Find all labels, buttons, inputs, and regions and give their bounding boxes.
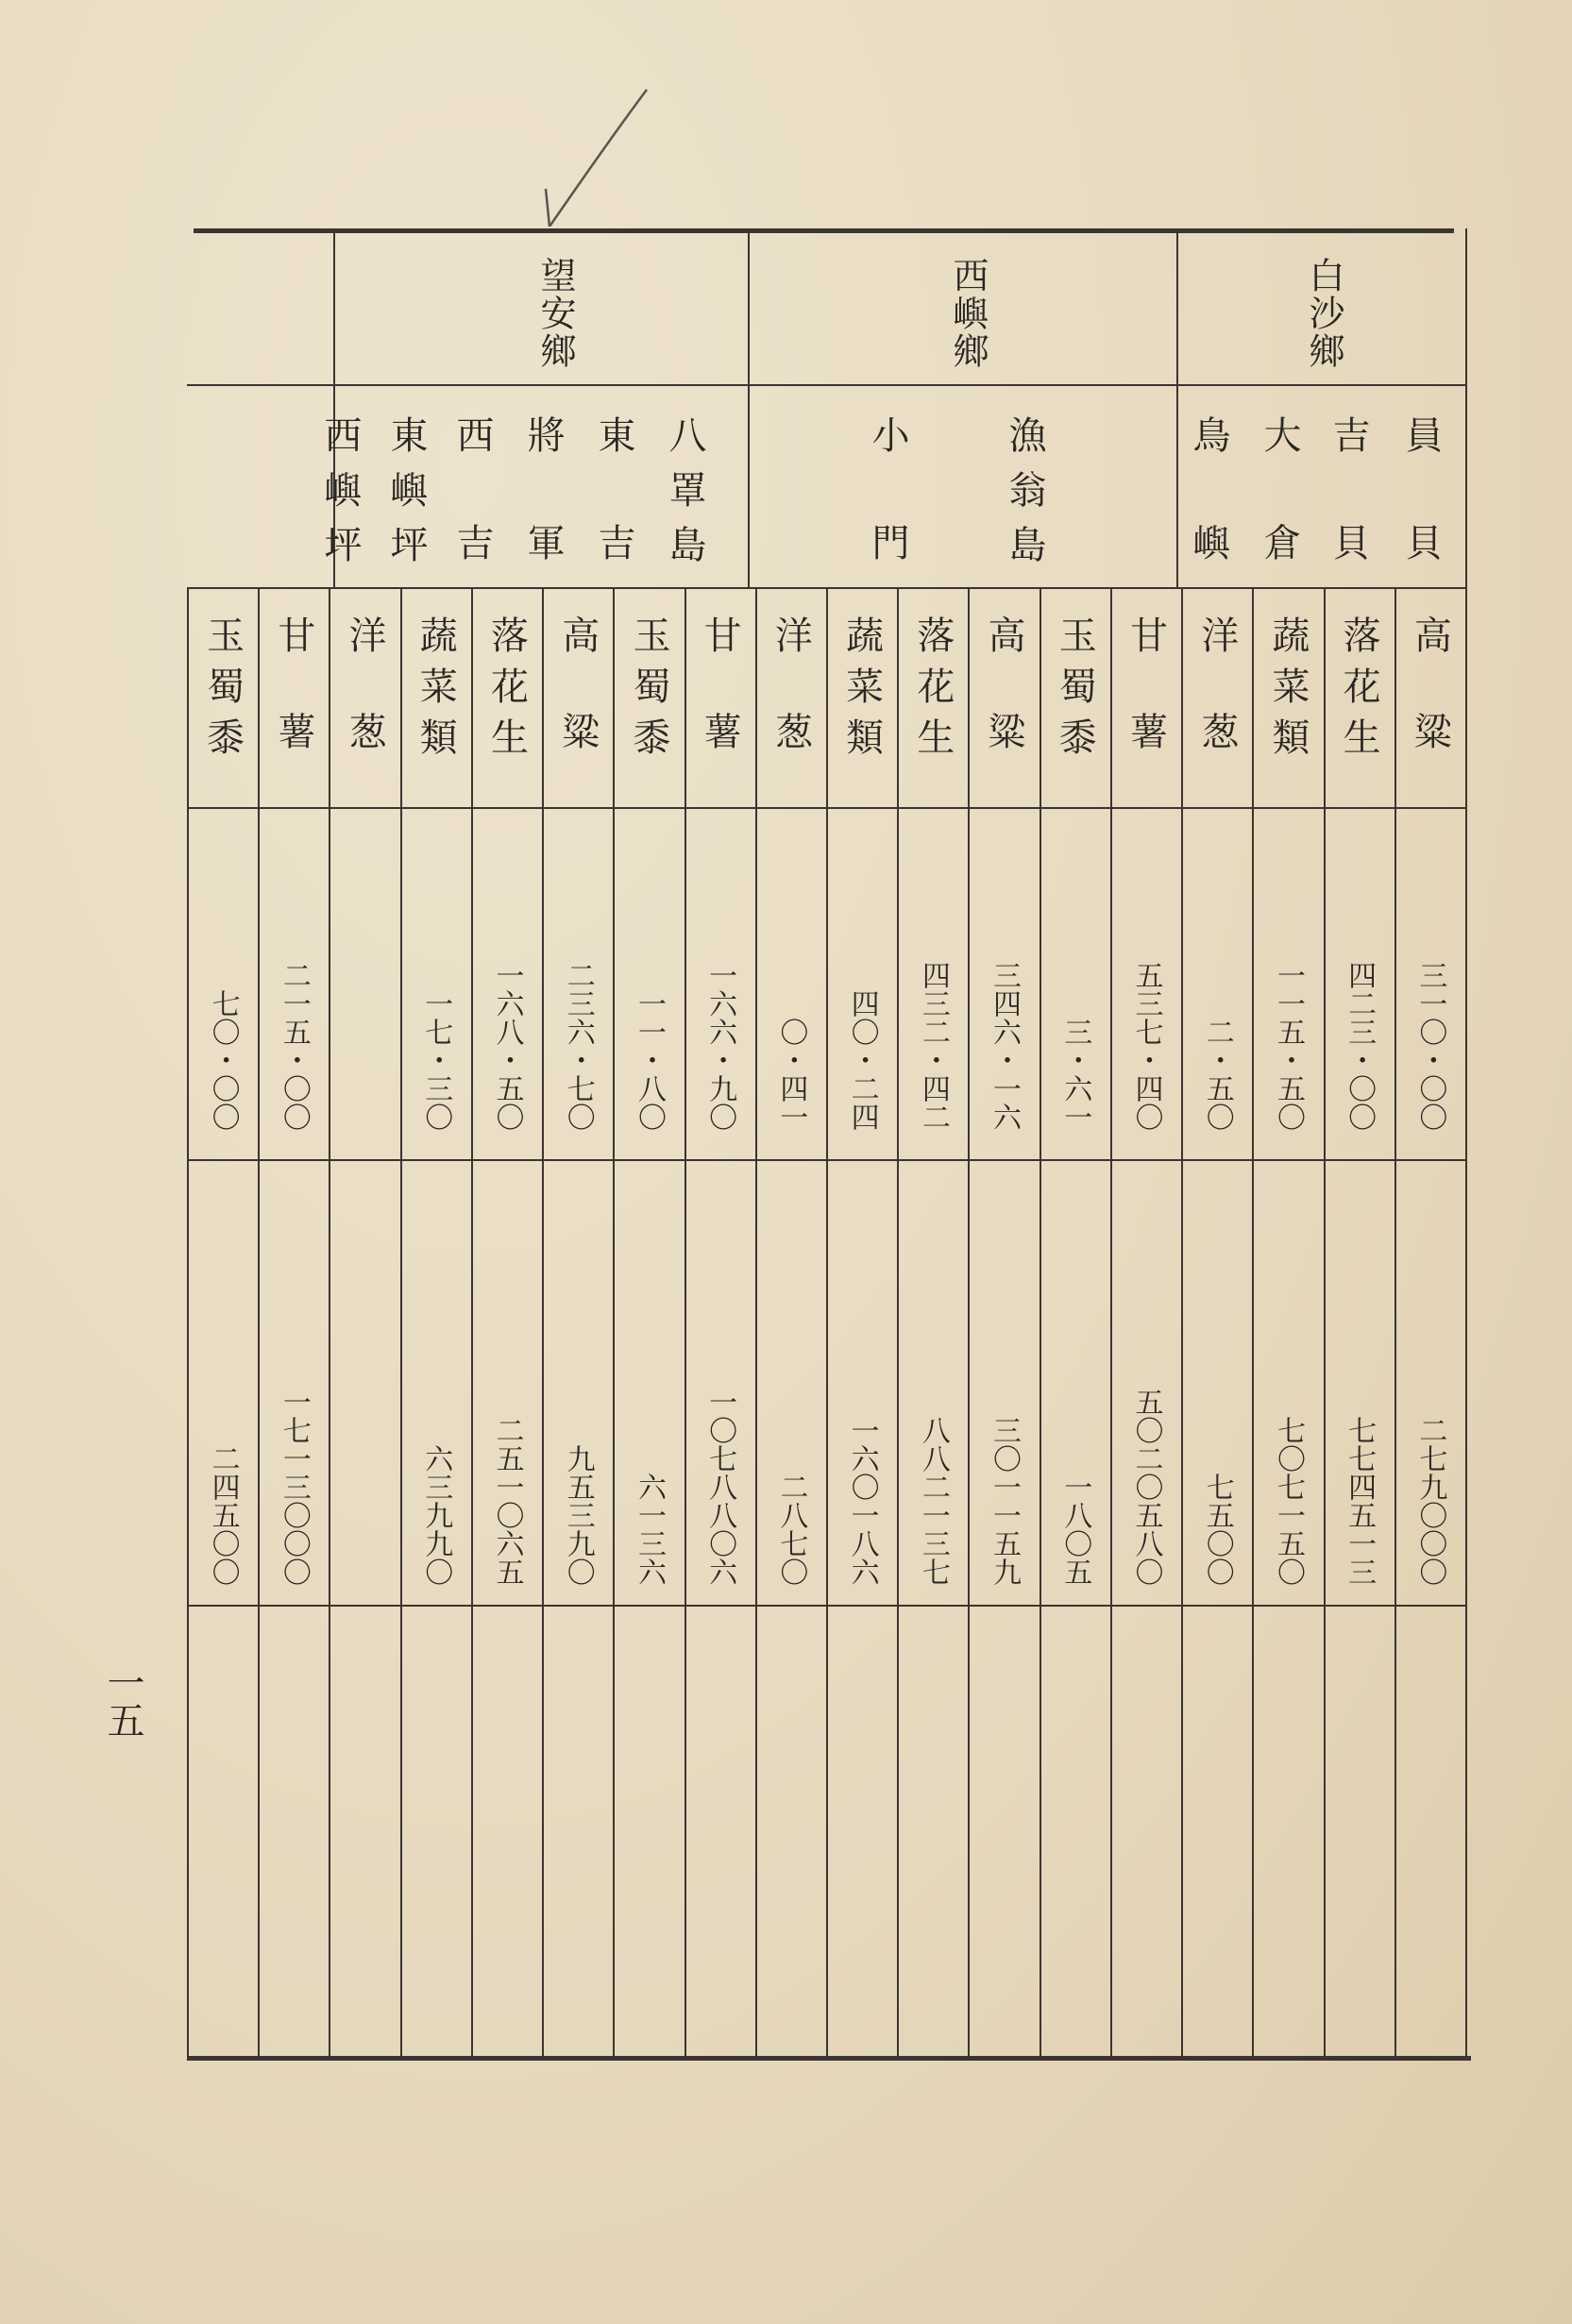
table-rule	[400, 587, 402, 2056]
page-number: 一五	[101, 1663, 144, 1739]
harvest-output: 一七一三〇〇〇	[277, 1388, 311, 1586]
crop-name: 洋葱	[1194, 615, 1239, 808]
table-rule	[897, 587, 899, 2056]
table-rule	[1176, 228, 1178, 587]
harvest-output: 八八二一三七	[916, 1416, 950, 1586]
harvest-output: 二八七〇	[774, 1473, 808, 1586]
crop-name: 落花生	[1337, 615, 1381, 768]
crop-name: 落花生	[910, 615, 955, 768]
planted-area: 二・五〇	[1200, 1018, 1234, 1131]
harvest-output: 七七四五一三	[1343, 1416, 1377, 1586]
crop-name: 洋葱	[343, 615, 387, 808]
crop-name: 落花生	[484, 615, 529, 768]
planted-area: 一一・八〇	[632, 989, 666, 1131]
planted-area: 一七・三〇	[419, 989, 453, 1131]
planted-area: 四三二・四二	[916, 961, 950, 1131]
planted-area: 一一五・五〇	[1271, 961, 1305, 1131]
table-rule	[187, 384, 1466, 386]
crop-name: 蔬菜類	[414, 615, 458, 768]
planted-area: 二三六・七〇	[561, 961, 595, 1131]
planted-area: 三四六・一六	[988, 961, 1022, 1131]
table-rule	[187, 587, 189, 2056]
township-header-xiyu: 西嶼鄉	[947, 257, 989, 370]
township-header-baisha: 白沙鄉	[1303, 257, 1344, 370]
harvest-output: 六三九九〇	[419, 1444, 453, 1586]
harvest-output: 九五三九〇	[561, 1444, 595, 1586]
crop-name: 高粱	[555, 615, 600, 808]
crop-name: 玉蜀黍	[1053, 615, 1097, 768]
village-name: 吉貝	[1327, 415, 1370, 631]
planted-area: 二一五・〇〇	[277, 961, 311, 1131]
table-rule	[1324, 587, 1326, 2056]
table-rule	[748, 228, 750, 587]
planted-area: 三・六一	[1058, 1018, 1092, 1131]
table-rule	[471, 587, 473, 2056]
table-rule	[1040, 587, 1041, 2056]
harvest-output: 七五〇〇	[1200, 1473, 1234, 1586]
checkmark-pen-mark	[529, 85, 661, 227]
village-name: 西嶼坪	[318, 415, 362, 580]
harvest-output: 一八〇五	[1058, 1473, 1092, 1586]
crop-name: 玉蜀黍	[200, 615, 245, 768]
crop-name: 甘薯	[698, 615, 742, 808]
harvest-output: 六一三六	[632, 1473, 666, 1586]
crop-name: 洋葱	[769, 615, 813, 808]
crop-name: 蔬菜類	[839, 615, 884, 768]
table-rule	[968, 587, 970, 2056]
table-rule	[1110, 587, 1112, 2056]
table-rule	[1465, 228, 1467, 587]
township-header-wangan: 望安鄉	[534, 257, 576, 370]
crop-name: 蔬菜類	[1265, 615, 1310, 768]
planted-area: 四二三・〇〇	[1343, 961, 1377, 1131]
harvest-output: 一六〇一八六	[845, 1416, 879, 1586]
table-rule	[685, 587, 686, 2056]
crop-name: 玉蜀黍	[626, 615, 670, 768]
village-name: 漁翁島	[1003, 415, 1046, 580]
planted-area: 〇・四一	[774, 1018, 808, 1131]
table-rule	[1465, 587, 1467, 2056]
harvest-output: 七〇七一五〇	[1271, 1416, 1305, 1586]
village-name: 八罩島	[663, 415, 706, 580]
village-name: 東吉	[592, 415, 635, 631]
village-name: 將軍	[521, 415, 565, 631]
table-rule	[187, 2056, 1471, 2061]
table-rule	[194, 228, 1454, 233]
village-name: 小門	[866, 415, 909, 631]
harvest-output: 二五一〇六五	[490, 1416, 524, 1586]
table-rule	[1395, 587, 1396, 2056]
planted-area: 三一〇・〇〇	[1413, 961, 1447, 1131]
table-rule	[755, 587, 757, 2056]
village-name: 東嶼坪	[384, 415, 428, 580]
table-rule	[826, 587, 828, 2056]
crop-name: 甘薯	[1124, 615, 1168, 808]
village-name: 西吉	[450, 415, 494, 631]
harvest-output: 三〇一一五九	[988, 1416, 1022, 1586]
planted-area: 五三七・四〇	[1129, 961, 1163, 1131]
crop-name: 高粱	[1408, 615, 1452, 808]
table-rule	[542, 587, 544, 2056]
table-rule	[613, 587, 615, 2056]
planted-area: 七〇・〇〇	[206, 989, 240, 1131]
planted-area: 一六八・五〇	[490, 961, 524, 1131]
harvest-output: 五〇二〇五八〇	[1129, 1388, 1163, 1586]
village-name: 員貝	[1399, 415, 1443, 631]
table-rule	[1181, 587, 1183, 2056]
table-rule	[1252, 587, 1254, 2056]
crop-name: 高粱	[982, 615, 1026, 808]
planted-area: 四〇・二四	[845, 989, 879, 1131]
harvest-output: 一〇七八八〇六	[703, 1388, 737, 1586]
crop-name: 甘薯	[271, 615, 315, 808]
planted-area: 一六六・九〇	[703, 961, 737, 1131]
table-rule	[258, 587, 260, 2056]
village-name: 鳥嶼	[1187, 415, 1230, 631]
harvest-output: 二四五〇〇	[206, 1444, 240, 1586]
village-name: 大倉	[1258, 415, 1301, 631]
table-rule	[329, 587, 330, 2056]
harvest-output: 二七九〇〇〇	[1413, 1416, 1447, 1586]
